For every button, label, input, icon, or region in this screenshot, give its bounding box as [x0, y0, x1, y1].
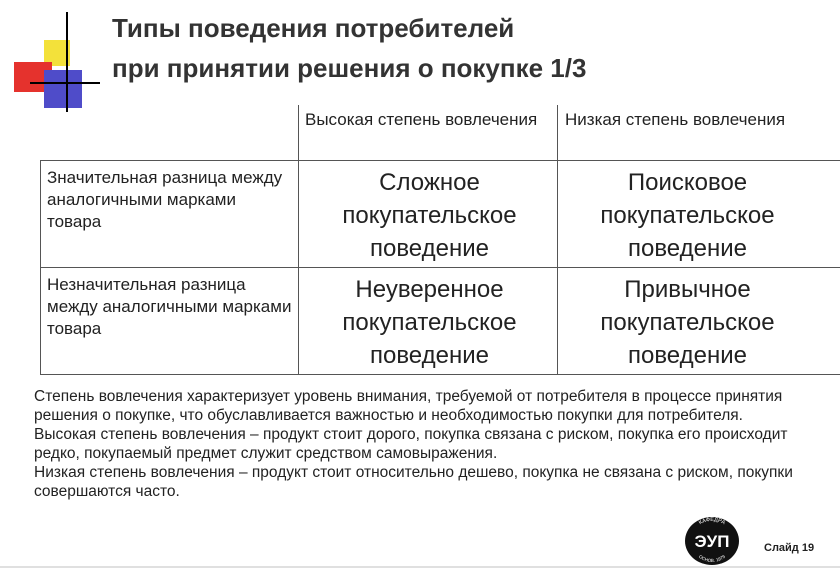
slide-title [112, 8, 812, 88]
decor-horizontal-line [30, 82, 100, 84]
row-label-significant-difference: Значительная разница между аналогичными марками товара [47, 168, 283, 231]
table-divider-2 [557, 105, 558, 374]
row-label-insignificant-difference: Незначительная разница между аналогичными марками товара [47, 275, 292, 338]
decor-blue-square [44, 70, 82, 108]
note-paragraph-3: Низкая степень вовлечения – продукт стоит относительно дешево, покупка не связана с риском, покупки совершаются часто. [34, 464, 793, 500]
table-cell-variety-seeking-behavior: Поисковое покупательское поведение [600, 169, 775, 262]
note-paragraph-1: Степень вовлечения характеризует уровень внимания, требуемой от потребителя в процессе принятия решения о покупке, что обуславливается важностью и необходимостью покупки для потребителя. [34, 388, 783, 424]
column-header-low-involvement: Низкая степень вовлечения [565, 110, 786, 129]
table-cell-complex-behavior: Сложное покупательское поведение [342, 169, 517, 262]
table-divider-1 [298, 105, 299, 374]
slide-title-line-1: Типы поведения потребителей [112, 13, 515, 43]
table-rule-middle [40, 267, 840, 268]
column-header-high-involvement: Высокая степень вовлечения [305, 110, 538, 129]
decor-vertical-line [66, 12, 68, 112]
table-cell-habitual-behavior: Привычное покупательское поведение [600, 276, 775, 369]
table-rule-top [40, 160, 840, 161]
logo-main-text: ЭУП [694, 532, 730, 551]
department-logo [684, 516, 740, 566]
logo-bottom-text: ОСНОВ. 1979 [697, 553, 727, 564]
slide-number: Слайд 19 [764, 542, 815, 554]
table-divider-left [40, 160, 41, 374]
footer-divider [0, 566, 840, 568]
slide-title-line-2: при принятии решения о покупке 1/3 [112, 53, 587, 83]
logo-top-text: КАФЕДРА [698, 516, 726, 527]
note-paragraph-2: Высокая степень вовлечения – продукт стоит дорого, покупка связана с риском, покупка его происходит редко, покупаемый предмет служит средством самовыражения. [34, 426, 788, 462]
table-cell-dissonance-reducing-behavior: Неуверенное покупательское поведение [342, 276, 517, 369]
table-rule-bottom [40, 374, 840, 375]
explanation-text [34, 387, 824, 501]
